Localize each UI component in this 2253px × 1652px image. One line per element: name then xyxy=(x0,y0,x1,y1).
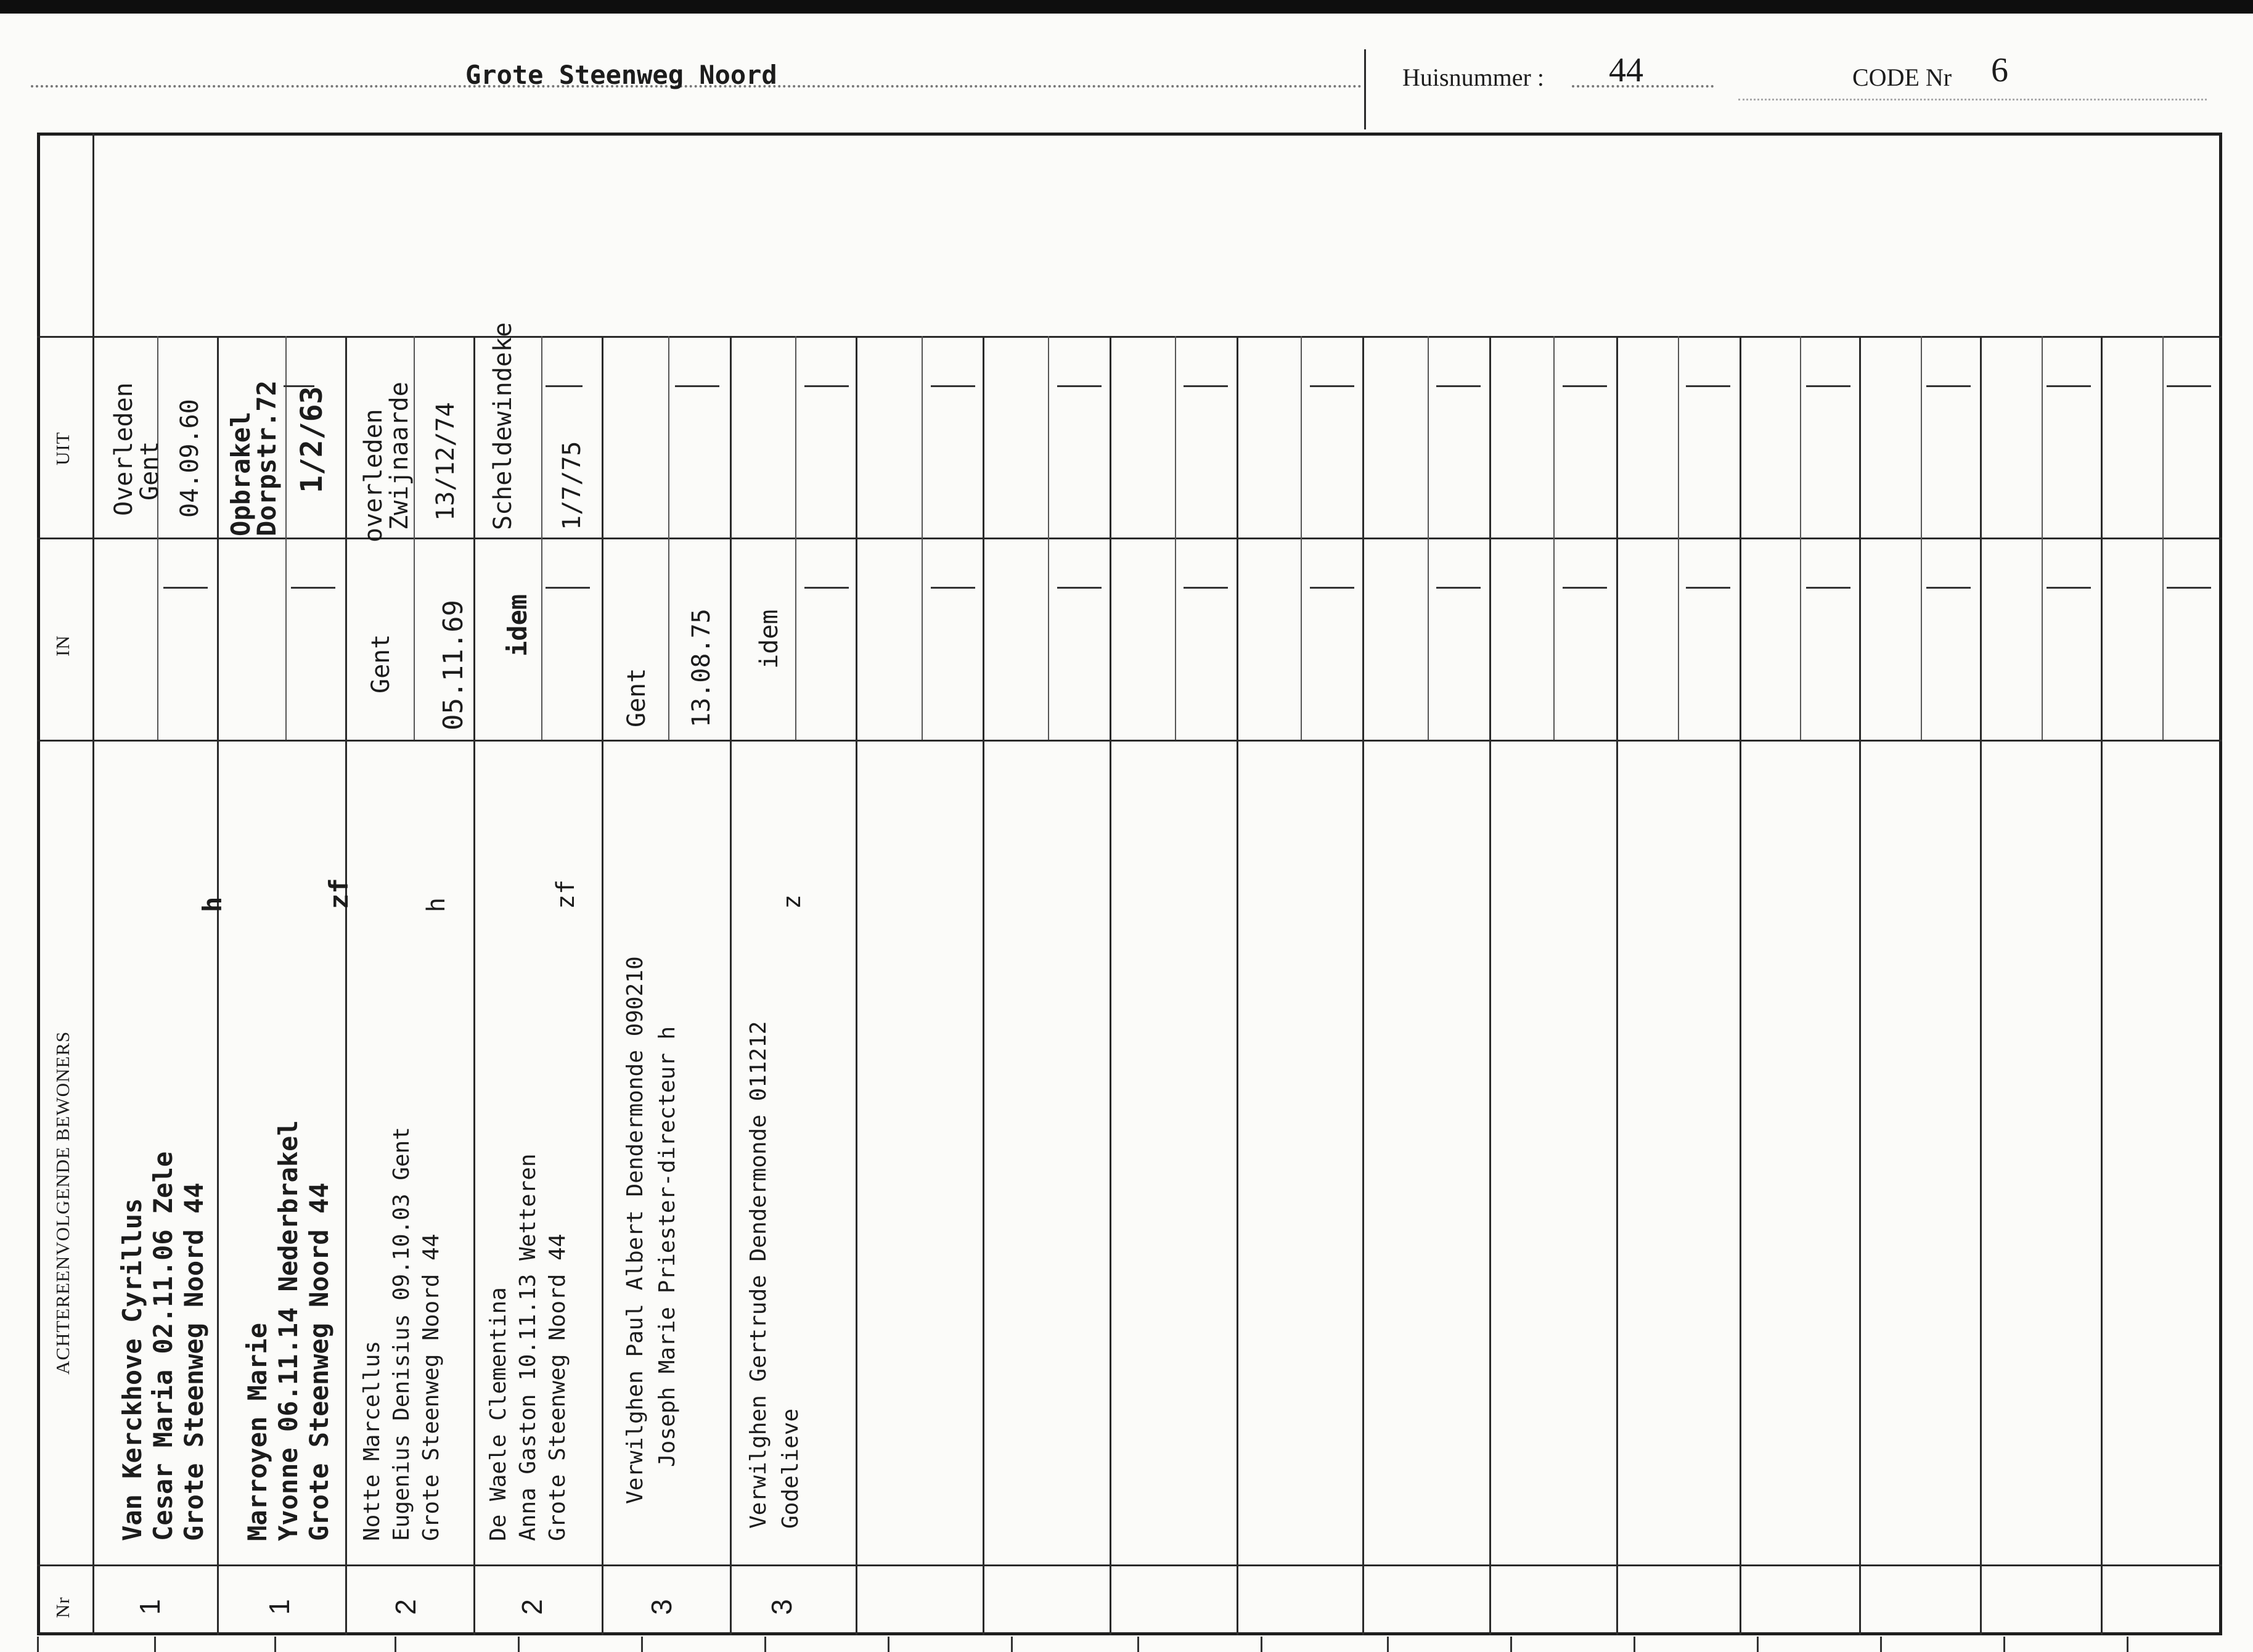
uit-date-4: 1/7/75 xyxy=(558,441,586,530)
empty-dash xyxy=(1563,385,1607,387)
scan-top-border xyxy=(0,0,2253,14)
nr-1: 1 xyxy=(133,1599,166,1615)
in-date-3: 05.11.69 xyxy=(438,600,469,730)
in-place-5: Gent xyxy=(623,668,651,727)
bottom-tick xyxy=(395,1637,396,1652)
empty-dash xyxy=(2047,587,2091,589)
uit-date-1: 04.09.60 xyxy=(176,399,204,518)
mark-6: z xyxy=(778,894,806,909)
empty-dash xyxy=(675,385,719,387)
bottom-tick xyxy=(888,1637,889,1652)
empty-dash xyxy=(1436,385,1481,387)
col-line xyxy=(602,336,603,1635)
empty-dash xyxy=(2167,385,2211,387)
sub-col-line xyxy=(795,336,796,740)
sub-col-line xyxy=(1048,336,1049,740)
in-place-3: Gent xyxy=(367,634,395,693)
sub-col-line xyxy=(1175,336,1176,740)
empty-dash xyxy=(2167,587,2211,589)
bottom-tick xyxy=(1634,1637,1635,1652)
code-label: CODE Nr xyxy=(1852,63,1952,91)
uit-place-1: Overleden Gent xyxy=(110,382,164,516)
header-divider xyxy=(1364,49,1366,129)
sub-col-line xyxy=(541,336,542,740)
empty-dash xyxy=(1926,587,1971,589)
bewoners-nr-divider xyxy=(37,1564,2222,1566)
nr-4: 2 xyxy=(515,1599,548,1615)
nr-5: 3 xyxy=(645,1599,677,1615)
empty-dash xyxy=(1806,385,1850,387)
uit-row-top xyxy=(37,336,2222,338)
uit-label: UIT xyxy=(52,431,73,465)
empty-dash xyxy=(163,587,208,589)
bottom-tick xyxy=(37,1637,39,1652)
bottom-tick xyxy=(1510,1637,1512,1652)
empty-dash xyxy=(1926,385,1971,387)
bewoner-3: Notte Marcellus Eugenius Denisius 09.10.03 Gent Grote Steenweg Noord 44 xyxy=(359,1127,444,1541)
empty-dash xyxy=(1806,587,1850,589)
empty-dash xyxy=(931,385,975,387)
col-line xyxy=(1237,336,1238,1635)
empty-dash xyxy=(2047,385,2091,387)
empty-dash xyxy=(546,385,583,387)
bottom-tick xyxy=(1880,1637,1882,1652)
sub-col-line xyxy=(668,336,669,740)
uit-place-3: overleden Zwijnaarde xyxy=(359,382,414,542)
bottom-tick xyxy=(1387,1637,1389,1652)
mark-4: zf xyxy=(552,879,580,909)
sub-col-line xyxy=(414,336,415,740)
huisnummer-label: Huisnummer : xyxy=(1402,63,1544,91)
col-line xyxy=(473,336,475,1635)
bewoners-label: ACHTEREENVOLGENDE BEWONERS xyxy=(52,1031,73,1375)
sub-col-line xyxy=(285,336,287,740)
empty-dash xyxy=(1184,587,1228,589)
col-line xyxy=(730,336,732,1635)
bewoner-4: De Waele Clementina Anna Gaston 10.11.13 Wetteren Grote Steenweg Noord 44 xyxy=(486,1153,570,1541)
code-value: 6 xyxy=(1991,51,2008,89)
bottom-tick xyxy=(274,1637,276,1652)
nr-2: 1 xyxy=(263,1599,295,1615)
sub-col-line xyxy=(922,336,923,740)
sub-col-line xyxy=(2162,336,2164,740)
uit-date-3: 13/12/74 xyxy=(431,402,460,521)
in-place-4: idem xyxy=(502,594,533,656)
mark-1: h xyxy=(197,896,227,912)
bewoner-6: Verwilghen Gertrude Dendermonde 011212 Godelieve xyxy=(746,1021,803,1529)
col-line xyxy=(856,336,857,1635)
sub-col-line xyxy=(1553,336,1555,740)
uit-place-4: Scheldewindeke xyxy=(489,322,517,530)
in-bewoners-divider xyxy=(37,740,2222,742)
sub-col-line xyxy=(2042,336,2043,740)
empty-dash xyxy=(1184,385,1228,387)
col-line xyxy=(1110,336,1111,1635)
sub-col-line xyxy=(1921,336,1922,740)
col-line xyxy=(983,336,984,1635)
empty-dash xyxy=(546,587,590,589)
empty-dash xyxy=(804,587,849,589)
col-line xyxy=(1489,336,1491,1635)
nr-label: Nr xyxy=(52,1597,73,1618)
empty-dash xyxy=(1057,385,1102,387)
empty-dash xyxy=(1436,587,1481,589)
col-line xyxy=(217,336,219,1635)
bottom-tick xyxy=(2003,1637,2005,1652)
empty-dash xyxy=(804,385,849,387)
sub-col-line xyxy=(1678,336,1679,740)
bottom-tick xyxy=(641,1637,643,1652)
empty-dash xyxy=(291,587,335,589)
col-line xyxy=(345,336,347,1635)
empty-dash xyxy=(1686,385,1730,387)
bewoner-2: Marroyen Marie Yvonne 06.11.14 Nederbrakel Grote Steenweg Noord 44 xyxy=(242,1120,334,1541)
bottom-tick xyxy=(1011,1637,1013,1652)
uit-place-2: Opbrakel Dorpstr.72 xyxy=(226,380,282,536)
empty-dash xyxy=(931,587,975,589)
col-line xyxy=(1859,336,1861,1635)
empty-dash xyxy=(1310,587,1354,589)
sub-col-line xyxy=(1301,336,1302,740)
sub-col-line xyxy=(1800,336,1801,740)
nr-3: 2 xyxy=(389,1599,422,1615)
huisnummer-value: 44 xyxy=(1609,51,1643,89)
empty-dash xyxy=(1310,385,1354,387)
mark-2: zf xyxy=(324,878,354,909)
mark-3: h xyxy=(422,897,451,912)
col-line xyxy=(2101,336,2103,1635)
sub-col-line xyxy=(1428,336,1429,740)
empty-dash xyxy=(1563,587,1607,589)
bewoner-5: Verwilghen Paul Albert Dendermonde 090210 Joseph Marie Priester-directeur h xyxy=(623,956,680,1504)
in-place-6: idem xyxy=(755,609,783,669)
empty-dash xyxy=(1057,587,1102,589)
label-column-divider xyxy=(92,133,94,1635)
in-date-5: 13.08.75 xyxy=(687,608,716,727)
bottom-tick xyxy=(1137,1637,1139,1652)
bottom-tick xyxy=(2127,1637,2128,1652)
in-label: IN xyxy=(52,635,73,656)
street-name: Grote Steenweg Noord xyxy=(465,60,777,90)
nr-6: 3 xyxy=(765,1599,798,1615)
bottom-tick xyxy=(154,1637,156,1652)
bewoner-1: Van Kerckhove Cyrillus Cesar Maria 02.11.06 Zele Grote Steenweg Noord 44 xyxy=(117,1151,209,1541)
bottom-tick xyxy=(1261,1637,1262,1652)
col-line xyxy=(1362,336,1364,1635)
bottom-tick xyxy=(518,1637,520,1652)
code-dotted-line xyxy=(1738,99,2207,100)
bottom-tick xyxy=(764,1637,766,1652)
bottom-tick xyxy=(1757,1637,1759,1652)
col-line xyxy=(1740,336,1741,1635)
col-line xyxy=(1616,336,1618,1635)
uit-date-2: 1/2/63 xyxy=(295,386,329,493)
empty-dash xyxy=(1686,587,1730,589)
col-line xyxy=(1980,336,1982,1635)
